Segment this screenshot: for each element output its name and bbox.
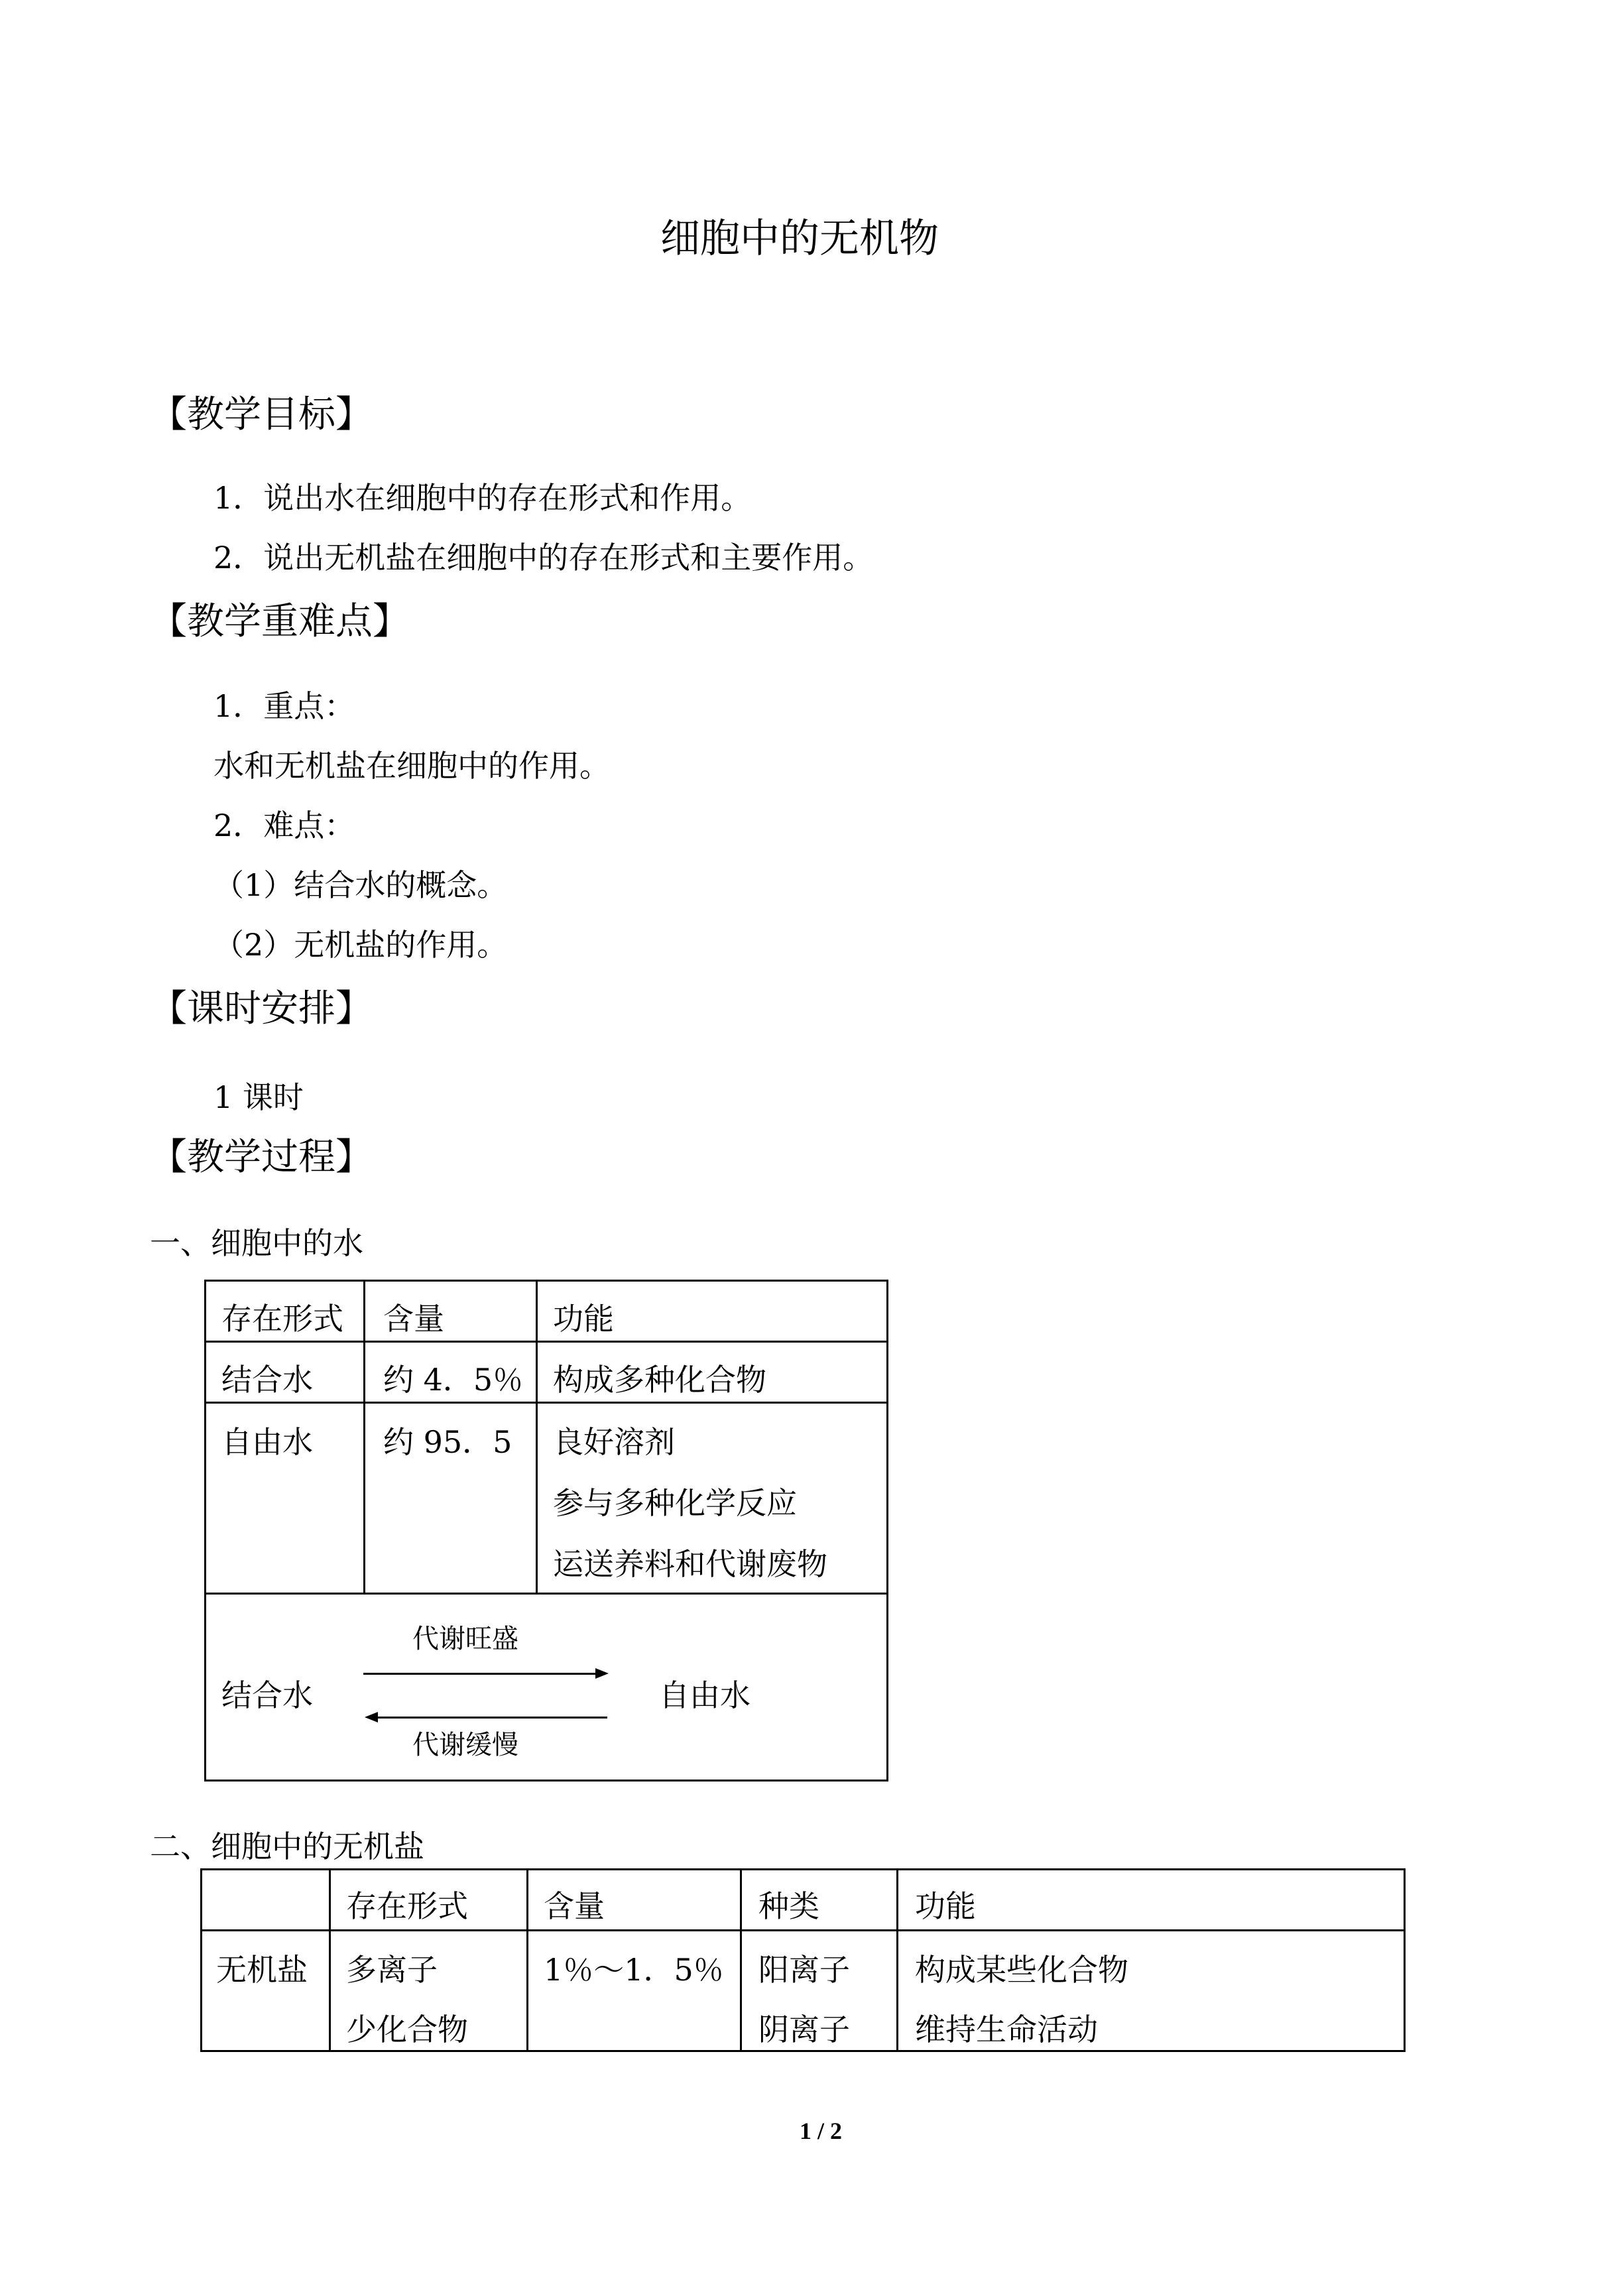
salt-header-form: 存在形式 [346, 1888, 468, 1924]
difficulty-item-2: （2）无机盐的作用。 [213, 927, 508, 963]
salt-kind-2: 阴离子 [758, 2012, 850, 2047]
water-header-content: 含量 [383, 1301, 444, 1337]
free-water-function-1: 良好溶剂 [553, 1424, 675, 1460]
bound-water-content: 约 4．5％ [383, 1362, 524, 1398]
water-header-function: 功能 [553, 1301, 614, 1337]
conversion-left: 结合水 [221, 1677, 313, 1713]
focus-label: 1．重点： [213, 688, 355, 724]
conversion-top-label: 代谢旺盛 [412, 1624, 518, 1654]
salt-kind-1: 阳离子 [758, 1952, 850, 1988]
salt-row-label: 无机盐 [216, 1952, 308, 1988]
water-header-form: 存在形式 [221, 1301, 343, 1337]
difficulty-label: 2．难点： [213, 808, 355, 843]
schedule-text: 1 课时 [213, 1079, 304, 1115]
free-water-function-2: 参与多种化学反应 [553, 1485, 797, 1521]
difficulty-item-1: （1）结合水的概念。 [213, 867, 508, 903]
salt-content: 1％～1．5％ [544, 1952, 724, 1988]
objective-item-2: 2．说出无机盐在细胞中的存在形式和主要作用。 [213, 540, 874, 575]
process-heading: 【教学过程】 [150, 1136, 373, 1179]
conversion-right: 自由水 [659, 1677, 751, 1713]
free-water-content: 约 95．5 [383, 1424, 512, 1460]
salt-function-2: 维持生命活动 [915, 2012, 1098, 2047]
objectives-heading: 【教学目标】 [150, 393, 373, 436]
bound-water-function: 构成多种化合物 [553, 1362, 766, 1398]
salt-header-content: 含量 [544, 1888, 605, 1924]
conversion-bottom-label: 代谢缓慢 [412, 1730, 518, 1760]
part1-title: 一、细胞中的水 [150, 1225, 363, 1261]
salt-form-1: 多离子 [346, 1952, 438, 1988]
salt-function-1: 构成某些化合物 [915, 1952, 1128, 1988]
schedule-heading: 【课时安排】 [150, 987, 373, 1030]
salt-header-kind: 种类 [758, 1888, 819, 1924]
free-water-form: 自由水 [221, 1424, 313, 1460]
key-points-heading: 【教学重难点】 [150, 600, 410, 643]
salt-header-function: 功能 [915, 1888, 976, 1924]
focus-text: 水和无机盐在细胞中的作用。 [213, 748, 610, 784]
page-title: 细胞中的无机物 [660, 215, 939, 262]
objective-item-1: 1．说出水在细胞中的存在形式和作用。 [213, 480, 752, 516]
salt-form-2: 少化合物 [346, 2012, 468, 2047]
page-number: 1 / 2 [800, 2118, 843, 2144]
part2-title: 二、细胞中的无机盐 [150, 1829, 424, 1864]
free-water-function-3: 运送养料和代谢废物 [553, 1546, 827, 1582]
bound-water-form: 结合水 [221, 1362, 313, 1398]
